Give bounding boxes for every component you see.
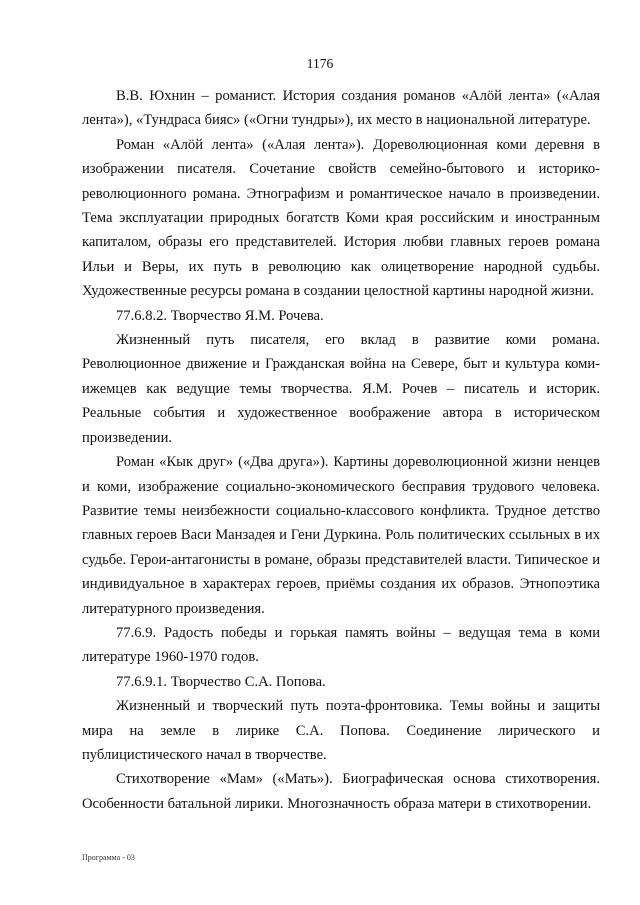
document-body <box>82 84 600 816</box>
page-footer: Программа - 03 <box>82 853 135 862</box>
paragraph-mat: Стихотворение «Мам» («Мать»). Биографическая основа стихотворения. Особенности батальной лирики. Многозначность образа матери в стихотворении. <box>82 771 600 812</box>
paragraph-dva-druga: Роман «Кык друг» («Два друга»). Картины дореволюционной жизни ненцев и коми, изображение социально-экономического бесправия трудового человека. Развитие темы неизбежности социально-классового конфликта. Трудное детство главных героев Васи Манзадея и Гени Дуркина. Роль политических ссыльных в их судьбе. Герои-антагонисты в романе, образы представителей власти. Типическое и индивидуальное в характерах героев, приёмы создания их образов. Этнопоэтика литературного произведения. <box>82 454 600 617</box>
paragraph-yukhnin-intro: В.В. Юхнин – романист. История создания романов «Алӧй лента» («Алая лента»), «Тундраса бияс» («Огни тундры»), их место в национальной литературе. <box>82 88 600 129</box>
page-number: 1176 <box>306 56 334 71</box>
paragraph-alaya-lenta: Роман «Алӧй лента» («Алая лента»). Дореволюционная коми деревня в изображении писателя. Сочетание свойств семейно-бытового и историко-революционного романа. Этнографизм и романтическое начало в произведении. Тема эксплуатации природных богатств Коми края российским и иностранным капиталом, образы его представителей. История любви главных героев романа Ильи и Веры, их путь в революцию как олицетворение народной судьбы. Художественные ресурсы романа в создании целостной картины народной жизни. <box>82 136 600 300</box>
paragraph-popov-bio: Жизненный и творческий путь поэта-фронтовика. Темы войны и защиты мира на земле в лирике С.А. Попова. Соединение лирического и публицистического начал в творчестве. <box>82 698 600 763</box>
paragraph-rochev-bio: Жизненный путь писателя, его вклад в развитие коми романа. Революционное движение и Гражданская война на Севере, быт и культура коми-ижемцев как ведущие темы творчества. Я.М. Рочев – писатель и историк. Реальные события и художественное воображение автора в историческом произведении. <box>82 332 600 446</box>
heading-popov: 77.6.9.1. Творчество С.А. Попова. <box>116 673 326 690</box>
heading-rochev: 77.6.8.2. Творчество Я.М. Рочева. <box>116 307 324 324</box>
heading-war-theme: 77.6.9. Радость победы и горькая память войны – ведущая тема в коми литературе 1960-1970 годов. <box>82 624 600 666</box>
